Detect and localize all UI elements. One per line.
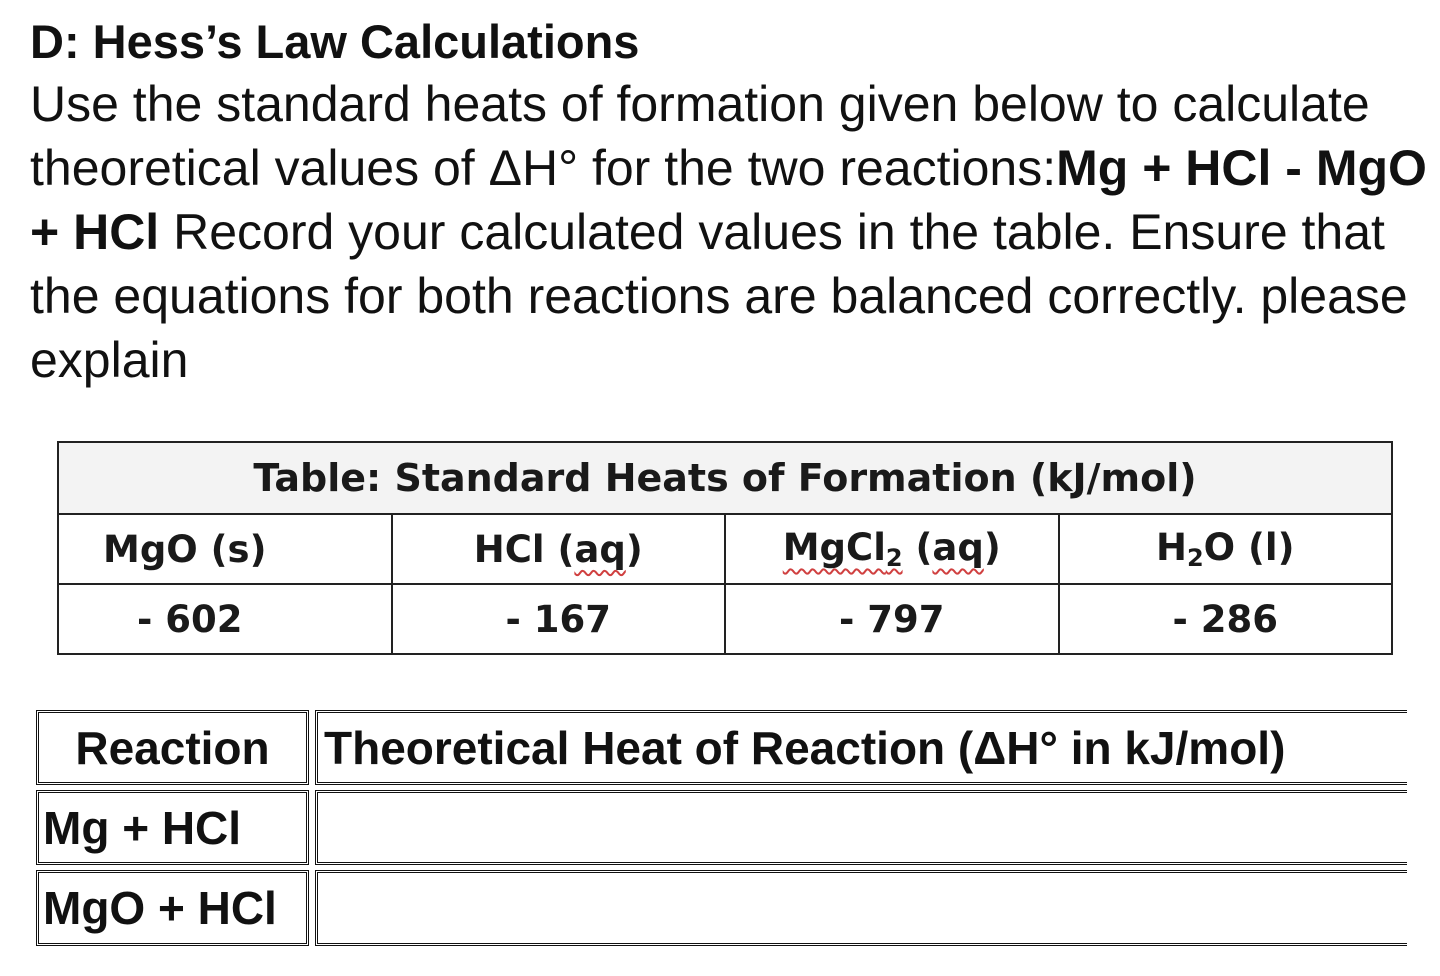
- reaction-table: [36, 710, 1407, 946]
- prompt-text-1: Use the standard heats of formation given below to calculate theoretical values of ΔH° for the two reactions:: [30, 76, 1370, 196]
- value-h2o: - 286: [1059, 584, 1393, 654]
- table-row: [36, 790, 1407, 865]
- value-mgcl2: - 797: [725, 584, 1059, 654]
- table-row: [36, 870, 1407, 946]
- reaction-cell: MgO + HCl: [36, 870, 309, 946]
- reaction-cell: Mg + HCl: [36, 790, 309, 865]
- header-mgcl2: MgCl$_2$ (aq): [725, 514, 1059, 584]
- header-h2o: $H_2O$ (l): [1059, 514, 1393, 584]
- question-prompt: [30, 72, 1430, 392]
- section-heading: D: Hess’s Law Calculations: [30, 15, 640, 68]
- value-hcl: - 167: [392, 584, 726, 654]
- value-mgo: - 602: [58, 584, 392, 654]
- heat-cell[interactable]: [315, 870, 1407, 946]
- header-hcl: HCl (aq): [392, 514, 726, 584]
- column-header-heat: Theoretical Heat of Reaction (ΔH° in kJ/mol): [315, 710, 1407, 785]
- spellcheck-underline: aq: [574, 527, 626, 571]
- column-header-reaction: Reaction: [36, 710, 309, 785]
- spellcheck-underline: MgCl$_2$: [782, 526, 903, 572]
- reaction-table-header: [36, 710, 1407, 785]
- heats-of-formation-table: [57, 441, 1393, 655]
- table-caption: Table: Standard Heats of Formation (kJ/mol): [58, 442, 1392, 514]
- header-mgo: MgO (s): [58, 514, 392, 584]
- prompt-reactions: Mg + HCl - MgO + HCl: [30, 140, 1427, 260]
- heat-cell[interactable]: [315, 790, 1407, 865]
- spellcheck-underline: aq: [932, 526, 984, 569]
- prompt-text-2: Record your calculated values in the table. Ensure that the equations for both reactions are balanced correctly. please explain: [30, 204, 1408, 388]
